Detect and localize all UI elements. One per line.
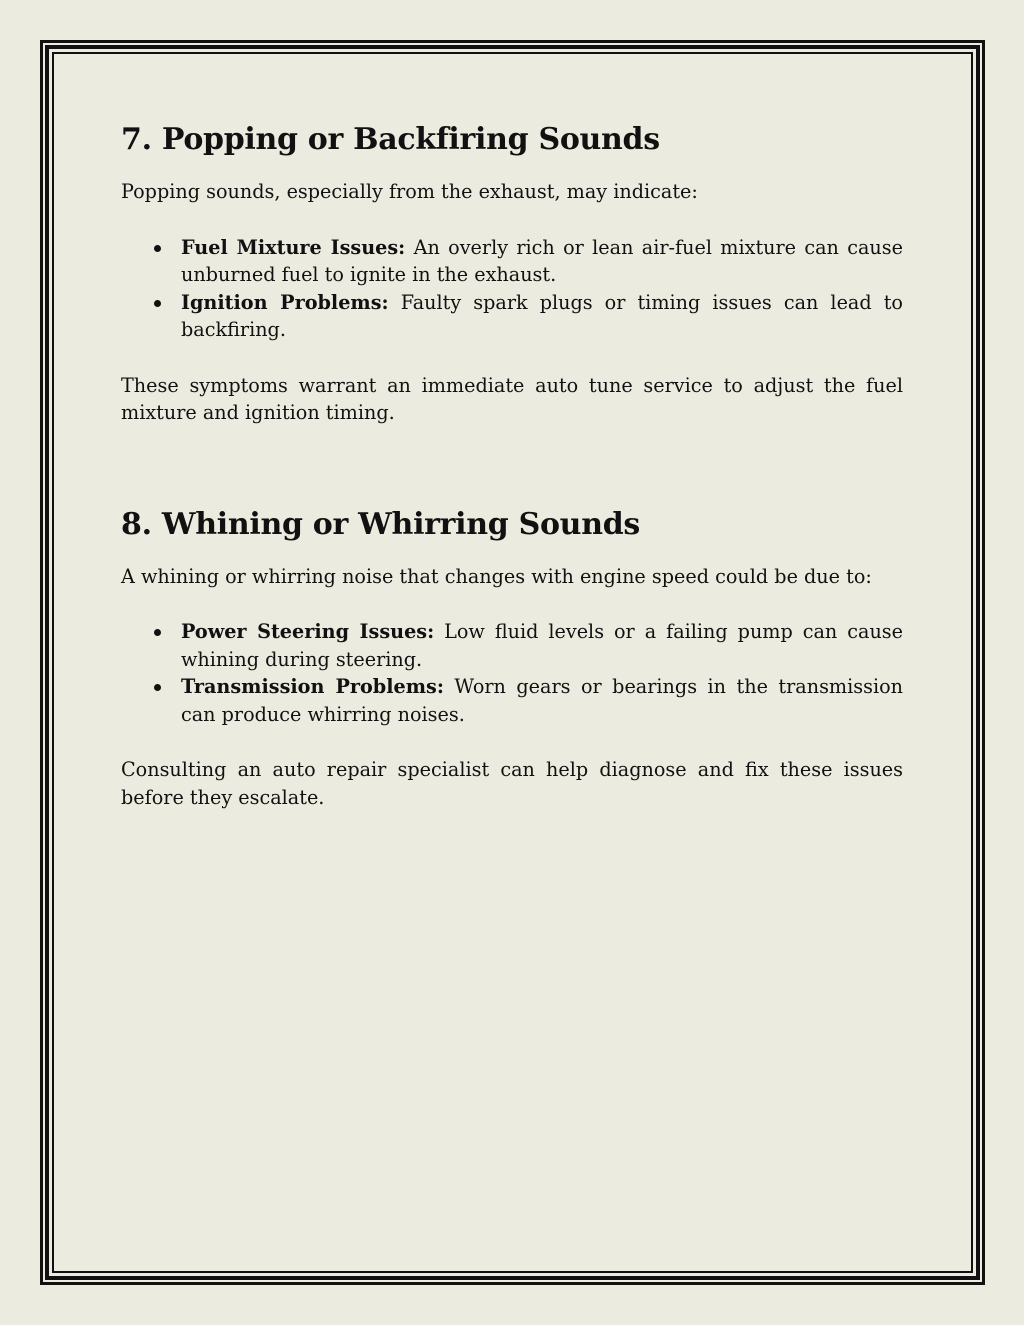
list-item-text: An overly rich or lean air-fuel mixture can cause unburned fuel to ignite in the exhaust.: [181, 235, 903, 286]
list-item-term: Transmission Problems:: [181, 675, 444, 698]
bullet-list: [121, 618, 903, 728]
bullet-icon: [154, 300, 161, 307]
bullet-icon: [154, 245, 161, 252]
list-item: [181, 618, 903, 673]
section-closing: Consulting an auto repair specialist can help diagnose and fix these issues before they escalate.: [121, 758, 903, 809]
section-closing: These symptoms warrant an immediate auto tune service to adjust the fuel mixture and ignition timing.: [121, 373, 903, 424]
list-item: [181, 234, 903, 289]
bullet-list: [121, 234, 903, 344]
section-heading: 7. Popping or Backfiring Sounds: [121, 122, 660, 157]
section-whining-whirring: [121, 503, 903, 812]
list-item-text: Low fluid levels or a failing pump can cause whining during steering.: [181, 620, 903, 671]
section-intro: A whining or whirring noise that changes with engine speed could be due to:: [121, 564, 872, 588]
list-item: [181, 289, 903, 344]
list-item: [181, 673, 903, 728]
list-item-term: Ignition Problems:: [181, 290, 389, 314]
list-item-text: Worn gears or bearings in the transmission can produce whirring noises.: [181, 675, 904, 726]
section-intro: Popping sounds, especially from the exhaust, may indicate:: [121, 180, 698, 203]
section-popping-backfiring: [121, 118, 903, 427]
bullet-icon: [154, 684, 161, 691]
list-item-term: Power Steering Issues:: [181, 620, 435, 643]
bullet-icon: [154, 629, 161, 636]
list-item-term: Fuel Mixture Issues:: [181, 235, 406, 259]
section-heading: 8. Whining or Whirring Sounds: [121, 506, 640, 542]
list-item-text: Faulty spark plugs or timing issues can lead to backfiring.: [181, 290, 903, 341]
document-content: [121, 118, 903, 811]
section-spacer: [121, 427, 903, 503]
